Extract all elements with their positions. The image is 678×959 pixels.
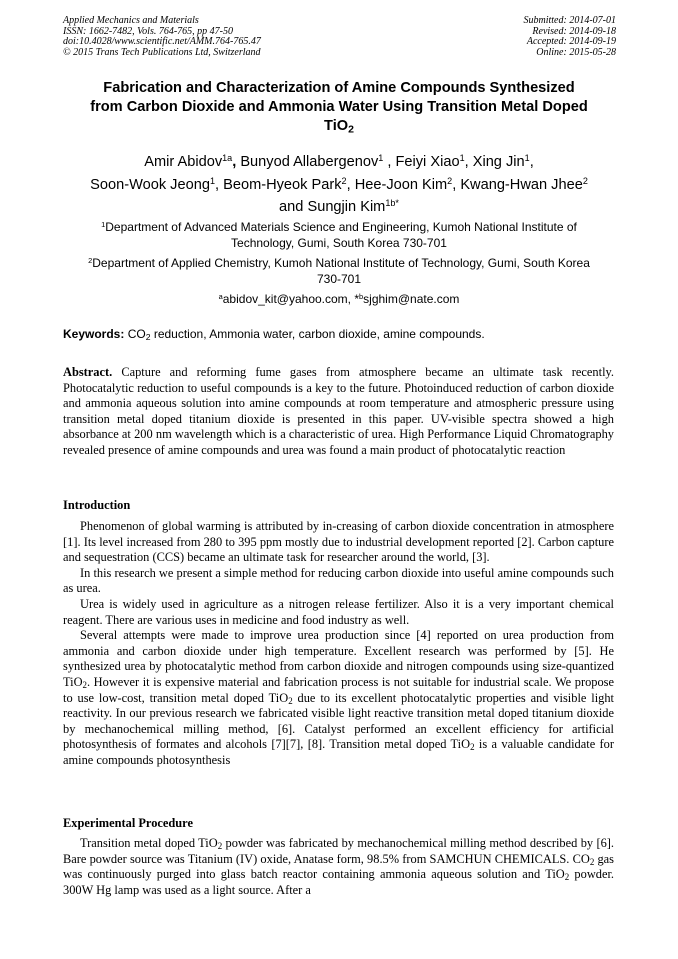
author-and: and [279, 199, 304, 215]
title-subscript: 2 [348, 123, 354, 136]
keywords [63, 327, 623, 342]
author-sup: 1 [459, 153, 465, 164]
author-name: Amir Abidov [144, 154, 223, 170]
affiliation-text: Department of Applied Chemistry, Kumoh National Institute of Technology, Gumi, South Korea [92, 256, 590, 270]
subscript: 2 [217, 841, 223, 852]
revised-date: Revised: 2014-09-18 [532, 25, 616, 37]
copyright-line: © 2015 Trans Tech Publications Ltd, Switzerland [63, 46, 261, 58]
email-sup: a [218, 291, 223, 301]
affiliation-1-line-2: Technology, Gumi, South Korea 730-701 [231, 235, 447, 250]
experimental-body [63, 836, 614, 898]
paragraph: In this research we present a simple method for reducing carbon dioxide into useful amine compounds such as urea. [63, 565, 614, 596]
author-sup: 1b* [385, 198, 399, 209]
title-tio: TiO [324, 118, 349, 134]
author-sup: 2 [582, 175, 588, 186]
subscript: 2 [589, 856, 595, 867]
text-run: powder was fabricated by mechanochemical milling method described by [6]. Bare powder source was Titanium (IV) oxide, Anatase form, 98.5% from SAMCHUN CHEMICALS. CO [63, 836, 614, 866]
keywords-subscript: 2 [145, 332, 151, 343]
author-sup: 1a [222, 153, 233, 164]
author-name: Sungjin Kim [307, 199, 386, 215]
submitted-date: Submitted: 2014-07-01 [523, 15, 616, 26]
journal-info [63, 16, 261, 58]
affiliation-sup: 2 [88, 255, 93, 265]
keywords-label: Keywords: [63, 327, 125, 341]
affiliation-sup: 1 [101, 219, 106, 229]
email-sup: b [359, 291, 364, 301]
introduction-heading: Introduction [63, 498, 131, 512]
paragraph: Phenomenon of global warming is attributed by in-creasing of carbon dioxide concentration in atmosphere [1]. Its level increased from 280 to 395 ppm mostly due to industrial development reported [2]. Carbon capture and sequestration (CCS) became an ultimate task for researcher around the world, [3]. [63, 519, 614, 565]
text-run: is a valuable candidate for amine compounds photosynthesis [63, 737, 615, 767]
keywords-co: CO [127, 327, 146, 341]
text-run: due to its excellent photocatalytic properties and visible light reactivity. In our previous research we fabricated visible light reactive transition metal doped titanium dioxide by mechanochemical milling method, [6]. Catalyst performed an excellent efficiency for artificial photosynthesis of formates and alcohols [7][7], [8]. Transition metal doped TiO [63, 690, 614, 752]
email-a[interactable]: abidov_kit@yahoo.com, [222, 292, 355, 306]
email-b[interactable]: sjghim@nate.com [363, 292, 460, 306]
affiliation-2 [65, 256, 613, 287]
text-run: Transition metal doped TiO [80, 836, 218, 850]
abstract [63, 365, 614, 459]
abstract-label: Abstract. [63, 365, 113, 379]
text-run: gas was continuously purged into glass batch reactor containing ammonia aqueous solution and TiO [63, 851, 614, 882]
corresponding-star: * [354, 292, 360, 306]
author-sup: 2 [447, 175, 453, 186]
introduction-body [63, 519, 614, 769]
text-run: powder. 300W Hg lamp was used as a light source. After a [63, 867, 614, 897]
keywords-text: reduction, Ammonia water, carbon dioxide, amine compounds. [150, 327, 485, 341]
affiliation-2-line-1 [65, 256, 613, 272]
author-list [50, 151, 628, 219]
author-emails [60, 292, 618, 307]
abstract-text: Capture and reforming fume gases from atmosphere became an ultimate task recently. Photocatalytic reduction to useful compounds is a key to the future. Photoinduced reduction of carbon dioxide and ammonia aqueous solution into amine compounds at room temperature and atmospheric pressure using transition metal doped titanium dioxide is presented in this paper. UV-visible spectra showed a high absorbance at 200 nm wavelength which is a characteristic of urea. High Performance Liquid Chromatography revealed presence of amine compounds and urea was found a main product of photocatalytic reaction [63, 365, 614, 457]
author-line-1: Amir Abidov$^{1a}$, Bunyod Allabergenov$^1$ , Feiyi Xiao$^1$, Xing Jin$^1$, [144, 153, 534, 170]
paragraph [63, 628, 614, 768]
title-line-2: from Carbon Dioxide and Ammonia Water Using Transition Metal Doped [90, 99, 588, 115]
author-name: Xing Jin [472, 154, 525, 170]
paper-title [60, 79, 618, 136]
doi-line: doi:10.4028/www.scientific.net/AMM.764-765.47 [63, 36, 261, 48]
author-sup: 1 [524, 153, 530, 164]
author-name: Feiyi Xiao [395, 154, 460, 170]
author-name: Soon-Wook Jeong [90, 176, 210, 193]
online-date: Online: 2015-05-28 [536, 46, 616, 58]
author-sup: 2 [341, 175, 347, 186]
author-line-3 [50, 196, 628, 219]
subscript: 2 [288, 695, 293, 706]
subscript: 2 [82, 680, 87, 691]
author-sup: 1 [209, 175, 215, 186]
affiliation-2-line-2: 730-701 [316, 271, 362, 286]
accepted-date: Accepted: 2014-09-19 [526, 36, 616, 48]
paragraph: Urea is widely used in agriculture as a nitrogen release fertilizer. Also it is a very important chemical reagent. There are various uses in medicine and food industry as well. [63, 596, 614, 627]
author-name: Bunyod Allabergenov [240, 154, 379, 170]
title-line-3 [60, 117, 618, 136]
affiliation-1 [65, 220, 613, 251]
author-name: Kwang-Hwan Jhee [460, 176, 583, 193]
issn-line: ISSN: 1662-7482, Vols. 764-765, pp 47-50 [63, 25, 233, 37]
affiliation-1-line-1 [65, 220, 613, 236]
title-line-1: Fabrication and Characterization of Amine Compounds Synthesized [103, 80, 575, 96]
subscript: 2 [470, 742, 475, 753]
paragraph [63, 836, 614, 898]
text-run: . However it is expensive material and fabrication process is not suitable for industrial scale. We propose to use low-cost, transition metal doped TiO [63, 674, 614, 705]
author-line-2: Soon-Wook Jeong$^1$, Beom-Hyeok Park$^2$, Hee-Joon Kim$^2$, Kwang-Hwan Jhee$^2$ [90, 175, 588, 193]
subscript: 2 [564, 872, 570, 883]
author-name: Beom-Hyeok Park [223, 176, 342, 193]
journal-name: Applied Mechanics and Materials [63, 15, 199, 26]
experimental-heading: Experimental Procedure [63, 816, 193, 830]
publication-dates [524, 16, 617, 58]
author-sup: 1 [378, 153, 384, 164]
affiliation-text: Department of Advanced Materials Science and Engineering, Kumoh National Institute of [105, 220, 577, 234]
text-run: Several attempts were made to improve urea production since [4] reported on urea production from ammonia and carbon dioxide under high temperature. Excellent research was performed by [5]. He synthesized urea by photocatalytic method from carbon dioxide and nitrogen compounds using size-quantized TiO [63, 628, 614, 689]
author-name: Hee-Joon Kim [354, 176, 448, 193]
